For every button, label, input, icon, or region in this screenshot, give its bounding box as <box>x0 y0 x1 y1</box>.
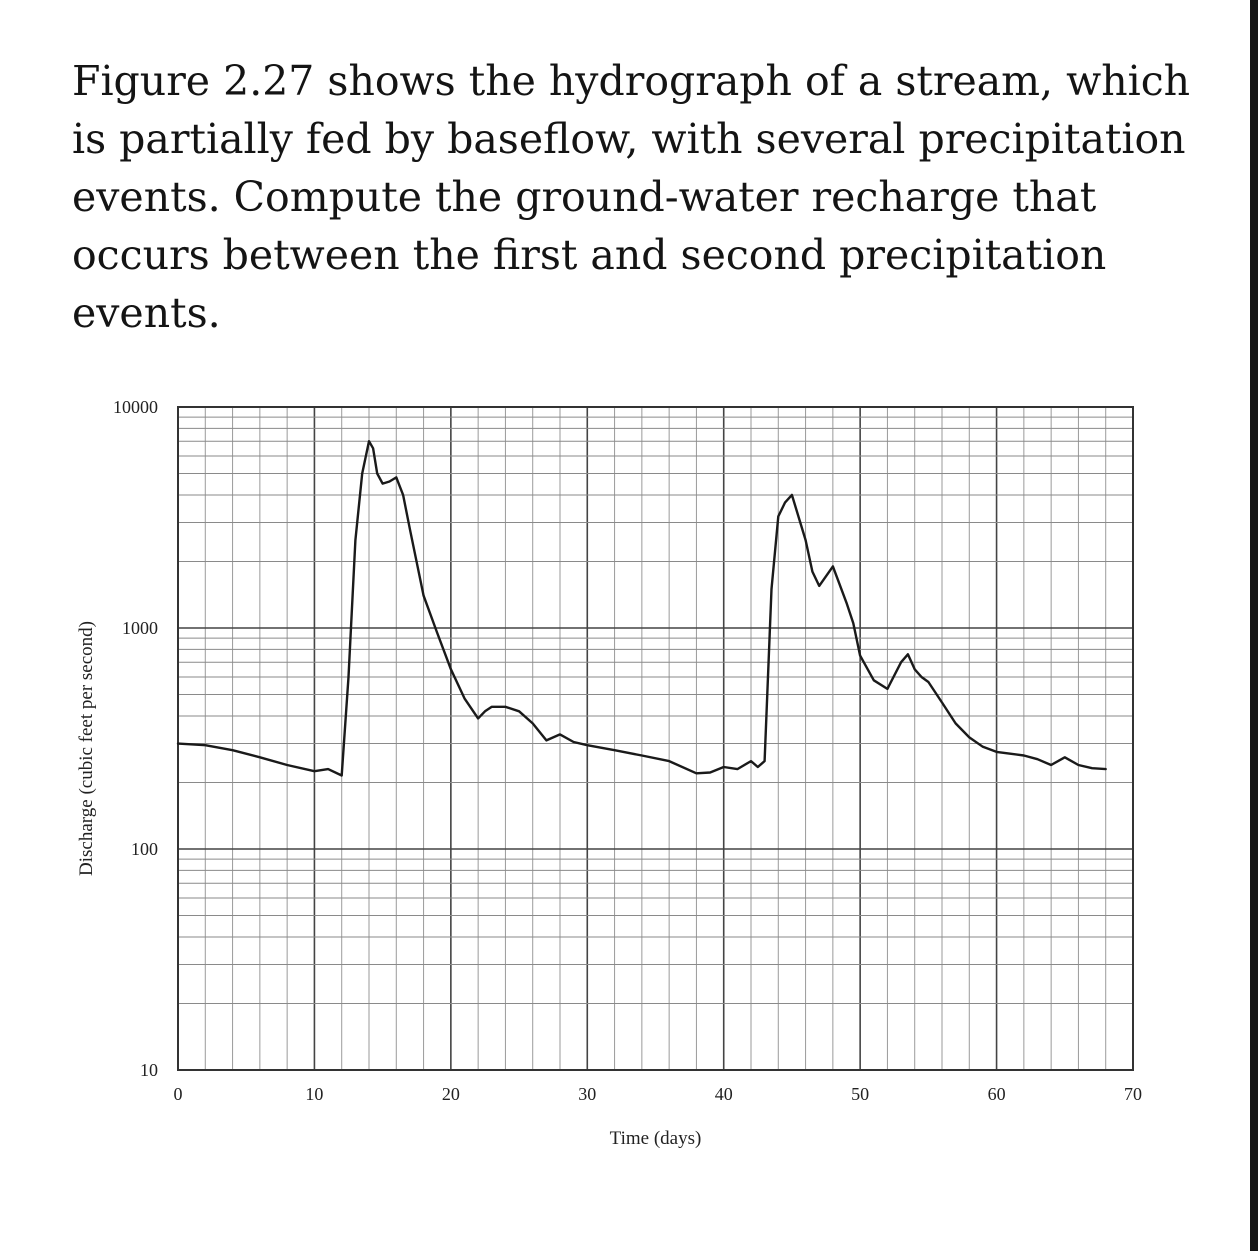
x-tick-label: 0 <box>173 1084 183 1104</box>
y-tick-label: 10000 <box>113 397 158 417</box>
x-tick-label: 60 <box>987 1084 1006 1104</box>
y-axis-label: Discharge (cubic feet per second) <box>76 621 97 876</box>
x-tick-label: 20 <box>441 1084 460 1104</box>
y-tick-label: 1000 <box>122 618 158 638</box>
chart-grid <box>178 407 1133 1070</box>
y-tick-label: 10 <box>140 1060 158 1080</box>
x-tick-label: 10 <box>305 1084 324 1104</box>
x-tick-label: 70 <box>1124 1084 1142 1104</box>
y-tick-label: 100 <box>131 839 158 859</box>
x-tick-label: 40 <box>714 1084 733 1104</box>
plot-frame <box>178 407 1133 1070</box>
x-tick-label: 30 <box>578 1084 597 1104</box>
x-tick-label: 50 <box>851 1084 870 1104</box>
problem-statement: Figure 2.27 shows the hydrograph of a stream, which is partially fed by baseflow, with several precipitation events. Compute the ground-water recharge that occurs between the first and second precipitation events. <box>72 57 1191 337</box>
window-edge-bar <box>1250 0 1258 1251</box>
x-axis-label: Time (days) <box>609 1128 702 1149</box>
